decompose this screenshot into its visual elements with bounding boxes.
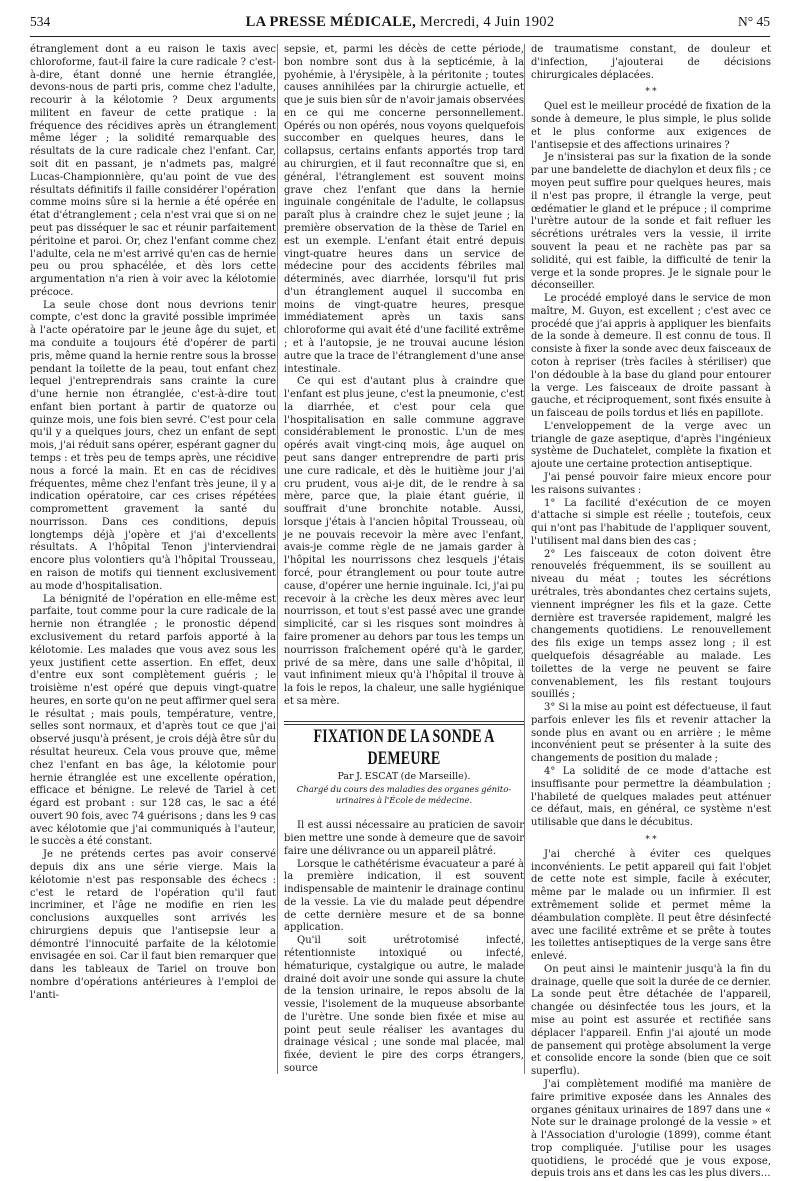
paragraph: étranglement dont a eu raison le taxis avec chloroforme, faut-il faire la cure radicale ? c'est-à-dire, étant donné une hernie étranglée, devons-nous de parti pris, comme chez l'adulte, recourir à la kélotomie ? Deux arguments militent en faveur de cette pratique : la fréquence des récidives après un étranglement même léger ; la solidité remarquable des résultats de la cure radicale chez l'enfant. Car, soit dit en passant, je n'admets pas, malgré Lucas-Championnière, qu'au point de vue des résultats définitifs il faille considérer l'opération comme moins sûre si la hernie a été opérée en état d'étranglement ; cela n'est vrai que si on ne peut pas disséquer le sac et réunir parfaitement péritoine et paroi. Or, chez l'enfant comme chez l'adulte, cela ne m'est arrivé qu'en cas de hernie peu ou prou sphacélée, et dès lors cette argumentation n'a rien à voir avec la kélotomie précoce.: [30, 44, 276, 298]
paragraph: Qu'il soit urétrotomisé infecté, rétentionniste intoxiqué ou infecté, hématurique, cystalgique ou autre, le malade drainé doit avoir une sonde qui assure la chute de la tension urinaire, le repos absolu de la vessie, l'isolement de la muqueuse absorbante de l'urètre. Une sonde bien fixée et mise au point peut seule réaliser les avantages du drainage vésical ; une sonde mal placée, mal fixée, devient le pire des corps étrangers, source: [284, 935, 524, 1075]
journal-name: LA PRESSE MÉDICALE,: [245, 14, 417, 30]
issue-date: Mercredi, 4 Juin 1902: [420, 14, 555, 30]
paragraph: 4° La solidité de ce mode d'attache est insuffisante pour permettre la déambulation ; l'habileté de quelques malades peut atténuer ce défaut, mais, en général, ce système n'est utilisable que dans le décubitus.: [531, 765, 771, 829]
paragraph: sepsie, et, parmi les décès de cette période, bon nombre sont dus à la septicémie, à la pyohémie, à l'érysipèle, à la péritonite ; toutes causes annihilées par la chirurgie actuelle, et que je suis bien sûr de n'avoir jamais observées en ce qui me concerne personnellement. Opérés ou non opérés, nous voyons quelquefois succomber en quelques heures, dans le collapsus, certains enfants apportés trop tard au chirurgien, et il faut reconnaître que si, en général, l'étranglement est souvent moins grave chez l'enfant que dans la hernie inguinale congénitale de l'adulte, le collapsus paraît plus à craindre chez le sujet jeune ; la première observation de la thèse de Tariel en est un exemple. L'enfant était entré depuis vingt-quatre heures dans un service de médecine pour des accidents fébriles mal déterminés, avec diarrhée, lorsqu'il fut pris d'un étranglement auquel il succomba en moins de vingt-quatre heures, presque immédiatement après un taxis sans chloroforme qui avait été d'une facilité extrême ; et à l'autopsie, je ne trouvai aucune lésion autre que la trace de l'étranglement d'une anse intestinale.: [284, 44, 524, 375]
column-3: [524, 44, 771, 1180]
paragraph: J'ai cherché à éviter ces quelques inconvénients. Le petit appareil qui fait l'objet de cette note est simple, facile à exécuter, même par le malade ou un infirmier. Il est extrêmement solide et permet même la déambulation complète. Il peut être désinfecté avec une facilité extrême et se prête à toutes les toilettes antiseptiques de la verge sans être enlevé.: [531, 848, 771, 963]
column-1: [30, 44, 276, 1074]
paragraph: J'ai pensé pouvoir faire mieux encore pour les raisons suivantes :: [531, 472, 771, 496]
column-2: [277, 44, 524, 1074]
paragraph: Ce qui est d'autant plus à craindre que l'enfant est plus jeune, c'est la pneumonie, c'est la diarrhée, et c'est pour cela que l'hospitalisation en salle commune aggrave considérablement le pronostic. L'un de mes opérés avait vingt-cinq mois, âge auquel on peut sans danger entreprendre de parti pris une cure radicale, et dès le huitième jour j'ai cru prudent, vous ai-je dit, de le rendre à sa mère, parce que, la plaie étant guérie, il souffrait d'une bronchite notable. Aussi, lorsque j'étais à l'ancien hôpital Trousseau, où je ne pouvais recevoir la mère avec l'enfant, avais-je comme règle de ne jamais garder à l'hôpital les nourrissons chez lesquels j'étais forcé, pour étranglement ou pour toute autre cause, d'opérer une hernie inguinale. Ici, j'ai pu recevoir à la crèche les deux mères avec leur nourrisson, et tout s'est passé avec une grande simplicité, car si les risques sont moindres à faire promener au dehors par tous les temps un nourrisson fraîchement opéré qu'à le garder, privé de sa mère, dans une salle d'hôpital, il vaut infiniment mieux qu'à l'hôpital il trouve à la fois le repos, la chaleur, une salle hygiénique et sa mère.: [284, 376, 524, 707]
paragraph: Le procédé employé dans le service de mon maître, M. Guyon, est excellent ; c'est avec ce procédé que j'ai appris à appliquer les bienfaits de la sonde à demeure. Il est connu de tous. Il consiste à fixer la sonde avec deux faisceaux de coton à repriser (très faciles à stériliser) que l'on dédouble à la base du gland pour entourer la verge. Les faisceaux de droite passant à gauche, et réciproquement, sont fixés ensuite à un faisceau de poils tordus et liés en papillote.: [531, 293, 771, 420]
paragraph: Je n'insisterai pas sur la fixation de la sonde par une bandelette de diachylon et deux fils ; ce moyen peut suffire pour quelques heures, mais il n'est pas propre, il étrangle la verge, peut œdématier le gland et le prépuce ; il comprime l'urètre autour de la sonde et fait refluer les sécrétions urétrales vers la vessie, il irrite souvent la peau et ne rachète pas par sa solidité, qui est faible, la difficulté de tenir la verge et la sonde propres. Je le signale pour le déconseiller.: [531, 152, 771, 292]
paragraph: On peut ainsi le maintenir jusqu'à la fin du drainage, quelle que soit la durée de ce dernier. La sonde peut être détachée de l'appareil, changée ou désinfectée tous les jours, et la mise au point est assurée et rectifiée sans déplacer l'appareil. Enfin j'ai ajouté un mode de pansement qui protège absolument la verge et consolide encore la sonde (bien que ce soit superflu).: [531, 963, 771, 1078]
paragraph: 2° Les faisceaux de coton doivent être renouvelés fréquemment, ils se souillent au niveau du méat ; toutes les sécrétions urétrales, très abondantes chez certains sujets, viennent imprégner les fils et la gaze. Cette dernière est traversée rapidement, malgré les changements quotidiens. Le renouvellement des fils exige un temps assez long ; il est quelquefois désagréable au malade. Les toilettes de la verge ne peuvent se faire convenablement, les fils restant toujours souillés ;: [531, 548, 771, 701]
paragraph: 1° La facilité d'exécution de ce moyen d'attache si simple est réelle ; toutefois, ceux qui n'ont pas l'habitude de l'appliquer souvent, l'utilisent mal dans bien des cas ;: [531, 497, 771, 547]
article-separator: [284, 721, 524, 725]
article-title: FIXATION DE LA SONDE A DEMEURE: [313, 726, 495, 769]
paragraph: 3° Si la mise au point est défectueuse, il faut parfois enlever les fils et revenir attacher la sonde plus en avant ou en arrière ; le même inconvénient peut se présenter à la suite des changements de position du malade ;: [531, 702, 771, 765]
paragraph: L'enveloppement de la verge avec un triangle de gaze aseptique, d'après l'ingénieux système de Duchatelet, complète la fixation et ajoute une certaine protection antiseptique.: [531, 420, 771, 471]
section-divider: * *: [645, 87, 657, 98]
page-header: [30, 14, 770, 37]
issue-number: N° 45: [737, 14, 770, 29]
article-author: Par J. ESCAT (de Marseille).: [337, 770, 471, 782]
paragraph: Je ne prétends certes pas avoir conservé depuis dix ans une série vierge. Mais la kélotomie n'est pas responsable des échecs : c'est le retard de l'opération qu'il faut incriminer, et l'âge ne modifie en rien les conclusions auxquelles sont arrivés les chirurgiens depuis que l'antisepsie leur a démontré l'innocuité parfaite de la kélotomie envisagée en soi. Car il faut bien remarquer que dans les tableaux de Tariel on trouve bon nombre d'opérations antérieures à l'emploi de l'anti-: [30, 849, 276, 1001]
paragraph: Lorsque le cathétérisme évacuateur a paré à la première indication, il est souvent indispensable de maintenir le drainage continu de la vessie. La vie du malade peut dépendre de cette dernière mesure et de sa bonne application.: [284, 858, 524, 934]
paragraph: J'ai complètement modifié ma manière de faire primitive exposée dans les Annales des organes génitaux urinaires de 1897 dans une « Note sur le drainage prolongé de la vessie » et à l'Association d'urologie (1899), comme étant trop compliquée. J'utilise pour les usages quotidiens, le procédé que je vous expose, depuis trois ans et dans les cas les plus divers…: [531, 1078, 771, 1180]
paragraph: Il est aussi nécessaire au praticien de savoir bien mettre une sonde à demeure que de savoir faire une délivrance ou un appareil plâtré.: [284, 820, 524, 857]
paragraph: de traumatisme constant, de douleur et d'infection, j'ajouterai de décisions chirurgicales déplacées.: [531, 44, 771, 81]
paragraph: La bénignité de l'opération en elle-même est parfaite, tout comme pour la cure radicale de la hernie non étranglée ; le pronostic dépend exclusivement du retard parfois apporté à la kélotomie. Les malades que vous avez sous les yeux justifient cette assertion. En effet, deux d'entre eux sont complètement guéris ; le troisième n'est opéré que depuis vingt-quatre heures, en sorte qu'on ne peut affirmer quel sera le résultat ; mais pouls, température, ventre, selles sont normaux, et d'après tout ce que j'ai observé jusqu'à présent, je crois déjà être sûr du résultat heureux. Cela vous prouve que, même chez l'enfant en bas âge, la kélotomie pour hernie étranglée est une excellente opération, efficace et bénigne. Le relevé de Tariel à cet égard est probant : sur 128 cas, le sac a été ouvert 90 fois, avec 74 guérisons ; dans les 9 cas avec kélotomie que j'ai communiqués à l'auteur, le succès a été constant.: [30, 593, 276, 848]
paragraph: La seule chose dont nous devrions tenir compte, c'est donc la gravité possible imprimée à l'acte opératoire par le jeune âge du sujet, et ma conduite a toujours été d'opérer de parti pris, même quand la hernie rentre sous la brosse pendant la toilette de la peau, tout enfant chez lequel j'entreprendrais sans crainte la cure d'une hernie non étranglée, c'est-à-dire tout enfant bien portant à partir de quatorze ou quinze mois, une fois bien sevré. C'est pour cela qu'il y a quelques jours, chez un enfant de sept mois, j'ai réduit sans opérer, espérant gagner du temps : et très peu de temps après, une récidive nous a forcé la main. Et en cas de récidives fréquentes, même chez l'enfant très jeune, il y a indication opératoire, car ces crises répétées compromettent gravement la santé du nourrisson. Dans ces conditions, depuis longtemps déjà j'opère et j'ai d'excellents résultats. A l'hôpital Tenon j'interviendrai encore plus volontiers qu'à l'hôpital Trousseau, en raison de motifs qui tiennent exclusivement au mode d'hospitalisation.: [30, 299, 276, 592]
author-affiliation: Chargé du cours des maladies des organes génito-urinaires à l'École de médecine.: [296, 784, 512, 806]
journal-title: [90, 14, 710, 31]
paragraph: Quel est le meilleur procédé de fixation de la sonde à demeure, le plus simple, le plus solide et le plus conforme aux exigences de l'antisepsie et des affections urinaires ?: [531, 101, 771, 151]
section-divider: * *: [645, 834, 657, 845]
page-number: 534: [30, 14, 51, 29]
